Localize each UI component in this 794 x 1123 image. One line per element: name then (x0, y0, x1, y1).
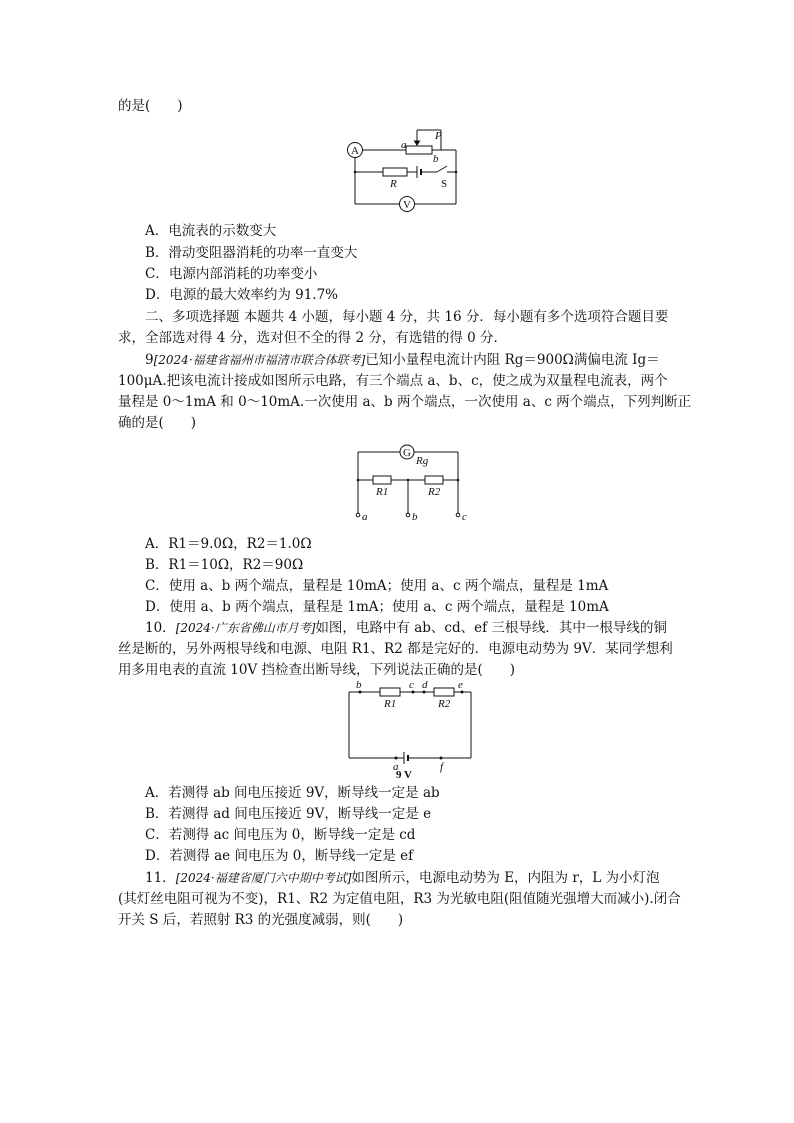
q9-line-2: 100μA.把该电流计接成如图所示电路，有三个端点 a、b、c，使之成为双量程电流表，两个 (118, 373, 668, 389)
q10-line-2: 丝是断的，另外两根导线和电源、电阻 R1、R2 都是完好的．电源电动势为 9V．某同学想利 (118, 641, 673, 657)
terminal-b-label: b (412, 511, 418, 523)
question-fragment: 的是( ) (118, 98, 183, 114)
q10-option-b: B．若测得 ad 间电压接近 9V，断导线一定是 e (145, 806, 432, 822)
q10-option-d: D．若测得 ae 间电压为 0，断导线一定是 ef (145, 848, 414, 864)
terminal-c-label: c (462, 511, 467, 523)
circuit-figure-2 (348, 440, 473, 524)
q8-option-c: C．电源内部消耗的功率变小 (145, 266, 318, 282)
q10-option-a: A．若测得 ab 间电压接近 9V，断导线一定是 ab (145, 785, 440, 801)
section-instructions: 求，全部选对得 4 分，选对但不全的得 2 分，有选错的得 0 分． (118, 330, 508, 346)
q9-option-c: C．使用 a、b 两个端点，量程是 10mA；使用 a、c 两个端点，量程是 1mA (145, 578, 609, 594)
ammeter-label: A (351, 145, 359, 157)
q10-option-c: C．若测得 ac 间电压为 0，断导线一定是 cd (145, 827, 416, 843)
q9-option-d: D．使用 a、b 两个端点，量程是 1mA；使用 a、c 两个端点，量程是 10mA (145, 599, 609, 615)
q9-option-a: A．R1＝9.0Ω，R2＝1.0Ω (145, 536, 312, 552)
node-e-label: e (458, 680, 463, 691)
section-heading: 二、多项选择题 本题共 4 小题，每小题 4 分，共 16 分．每小题有多个选项符合题目要 (145, 309, 669, 325)
q10-line-3: 用多用电表的直流 10V 挡检查出断导线，下列说法正确的是( ) (118, 662, 516, 678)
terminal-a-label: a (362, 511, 368, 523)
q9-line-3: 量程是 0～1mA 和 0～10mA.一次使用 a、b 两个端点，一次使用 a、c 两个端点，下列判断正 (118, 394, 692, 410)
q9-option-b: B．R1＝10Ω，R2＝90Ω (145, 557, 304, 573)
q8-option-a: A．电流表的示数变大 (145, 223, 277, 239)
node-b-label: b (356, 680, 362, 691)
slider-label: P (435, 130, 442, 142)
resistor-label: R (390, 178, 397, 190)
node-d-label: d (422, 680, 428, 691)
switch-label: S (441, 178, 448, 190)
q10-line-1: 10．[2024·广东省佛山市月考]如图，电路中有 ab、cd、ef 三根导线．其中一根导线的铜 (145, 620, 667, 636)
q9-line-1: 9[2024·福建省福州市福清市联合体联考]已知小量程电流计内阻 Rg＝900Ω满偏电流 Ig＝ (145, 352, 660, 368)
r2-label: R2 (428, 486, 441, 498)
r1-label: R1 (376, 486, 389, 498)
q9-line-4: 确的是( ) (118, 415, 197, 431)
node-a-label: a (393, 761, 399, 773)
q8-option-d: D．电源的最大效率约为 91.7% (145, 287, 339, 303)
r1-label: R1 (384, 698, 397, 710)
node-c-label: c (409, 680, 414, 691)
end-b-label: b (433, 153, 439, 165)
circuit-figure-1 (345, 126, 465, 212)
q11-line-3: 开关 S 后，若照射 R3 的光强度减弱，则( ) (118, 912, 404, 928)
q11-line-2: (其灯丝电阻可视为不变)，R1、R2 为定值电阻，R3 为光敏电阻(阻值随光强增大而减小).闭合 (118, 891, 681, 907)
voltmeter-label: V (403, 199, 411, 211)
node-f-label: f (440, 761, 444, 773)
end-a-label: a (401, 139, 407, 151)
r2-label: R2 (438, 698, 451, 710)
circuit-figure-3 (340, 680, 480, 780)
q11-line-1: 11．[2024·福建省厦门六中期中考试]如图所示，电源电动势为 E，内阻为 r，L 为小灯泡 (145, 870, 660, 886)
q8-option-b: B．滑动变阻器消耗的功率一直变大 (145, 245, 358, 261)
rg-label: Rg (416, 455, 429, 467)
emf-label: 9 V (396, 769, 412, 780)
galvanometer-label: G (403, 447, 411, 459)
